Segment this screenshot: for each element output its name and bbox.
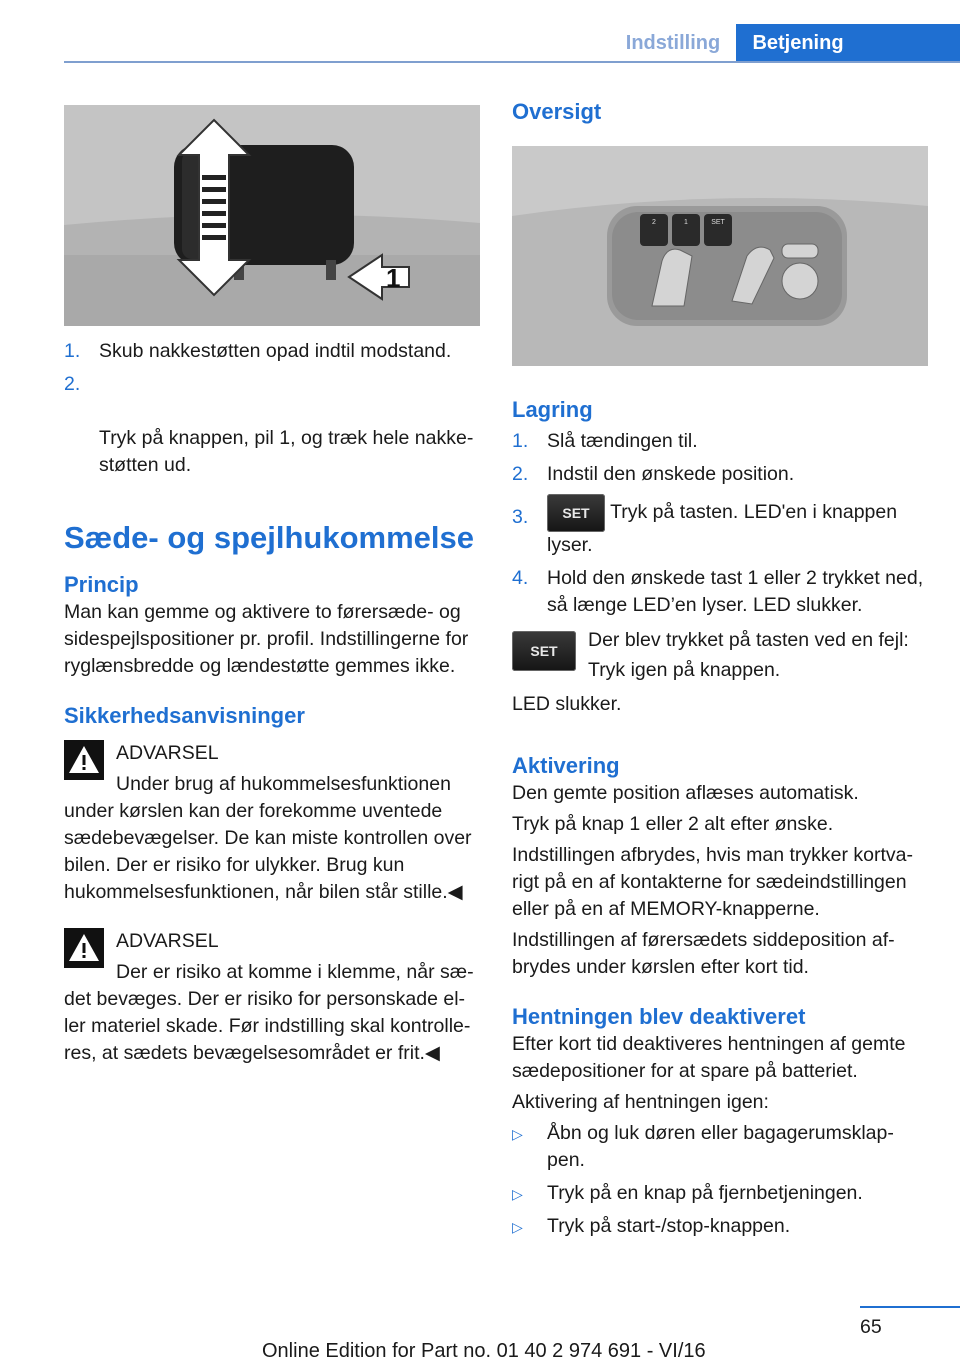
header-accent-strip xyxy=(860,24,960,62)
warning-icon xyxy=(64,740,104,780)
list-item xyxy=(512,1180,928,1207)
aktivering-paragraph: Indstillingen afbrydes, hvis man trykker kortva‐ rigt på en af kontakterne for sædeindstillingen eller på en af MEMORY-knapperne. xyxy=(512,844,913,920)
bullet-marker-icon: ▷ xyxy=(512,1186,523,1202)
reactivation-bullets xyxy=(512,1120,928,1240)
warning-label: ADVARSEL xyxy=(116,930,219,952)
list-item xyxy=(512,461,928,488)
section-title: Sæde- og spejlhukommelse xyxy=(64,520,474,555)
warning-label: ADVARSEL xyxy=(116,742,219,764)
step-number: 2. xyxy=(512,463,529,485)
list-item xyxy=(64,371,480,479)
bullet-text: Åbn og luk døren eller bagagerumsklap‐ pen. xyxy=(547,1122,894,1171)
step-text: Skub nakkestøtten opad indtil modstand. xyxy=(99,340,452,362)
memory-button-1-label: 1 xyxy=(684,219,688,226)
bullet-marker-icon: ▷ xyxy=(512,1219,523,1235)
headrest-steps xyxy=(64,338,480,479)
aktivering-paragraph: Den gemte position aflæses automatisk. xyxy=(512,782,859,804)
seat-panel-illustration xyxy=(512,146,928,366)
left-column xyxy=(64,105,480,1067)
step-number: 3. xyxy=(512,506,529,528)
aktivering-paragraph: Indstillingen af førersædets siddeposition af‐ brydes under kørslen efter kort tid. xyxy=(512,929,895,978)
right-column xyxy=(512,98,928,1246)
bullet-text: Tryk på start-/stop-knappen. xyxy=(547,1215,791,1237)
note-line-1: Der blev trykket på tasten ved en fejl: xyxy=(588,629,909,651)
hentning-paragraph: Efter kort tid deaktiveres hentningen af gemte sædepositioner for at spare på batteriet. xyxy=(512,1033,906,1082)
led-off-text: LED slukker. xyxy=(512,693,622,715)
step-text: Hold den ønskede tast 1 eller 2 trykket ned, så længe LED’en lyser. LED slukker. xyxy=(547,567,924,616)
bullet-text: Tryk på en knap på fjernbetjeningen. xyxy=(547,1182,863,1204)
note-line-2: Tryk igen på knappen. xyxy=(588,659,781,681)
step-number: 2. xyxy=(64,373,81,395)
footer-rule xyxy=(860,1306,960,1308)
oversigt-heading: Oversigt xyxy=(512,99,602,124)
set-button-label: SET xyxy=(711,219,725,226)
aktivering-heading: Aktivering xyxy=(512,753,620,778)
list-item xyxy=(512,1213,928,1240)
list-item xyxy=(64,338,480,365)
tab-betjening[interactable]: Betjening xyxy=(736,24,860,62)
figure-callout-label: 1 xyxy=(386,263,401,293)
princip-heading: Princip xyxy=(64,572,139,597)
safety-heading: Sikkerhedsanvisninger xyxy=(64,703,305,728)
list-item xyxy=(512,565,928,619)
step-text: Tryk på knappen, pil 1, og træk hele nakke‐ støtten ud. xyxy=(99,427,474,476)
warning-first-line: Der er risiko at komme i klemme, når sæ‐ xyxy=(116,961,474,983)
set-button-icon: SET xyxy=(547,494,605,532)
warning-block xyxy=(64,740,480,906)
edition-text: Online Edition for Part no. 01 40 2 974 691 - VI/16 xyxy=(262,1340,706,1362)
step-number: 4. xyxy=(512,567,529,589)
note-block xyxy=(512,627,928,685)
hentning-paragraph: Aktivering af hentningen igen: xyxy=(512,1091,769,1113)
warning-icon xyxy=(64,928,104,968)
hentning-heading: Hentningen blev deaktiveret xyxy=(512,1004,806,1029)
set-button-icon: SET xyxy=(512,631,576,671)
step-text: Slå tændingen til. xyxy=(547,430,698,452)
lagring-steps xyxy=(512,428,928,619)
warning-text: under kørslen kan der forekomme uventede sædebevægelser. De kan miste kontrollen over bilen. Der er risiko for ulykker. Brug kun hukommelsesfunktionen, når bilen står stille.◀ xyxy=(64,800,472,903)
step-text: Indstil den ønskede position. xyxy=(547,463,795,485)
princip-text: Man kan gemme og aktivere to førersæde- og sidespejlspositioner pr. profil. Indstillingerne for ryglænsbredde og lændestøtte gemmes ikke. xyxy=(64,601,469,677)
warning-text: det bevæges. Der er risiko for personskade el‐ ler materiel skade. Før indstilling skal kontrolle‐ res, at sædets bevægelsesområdet er frit.◀ xyxy=(64,988,471,1064)
step-number: 1. xyxy=(64,340,81,362)
warning-first-line: Under brug af hukommelsesfunktionen xyxy=(116,773,451,795)
page-number: 65 xyxy=(860,1316,882,1338)
step-text: Tryk på tasten. LED'en i knappen lyser. xyxy=(547,501,898,556)
lagring-heading: Lagring xyxy=(512,397,593,422)
memory-button-2-label: 2 xyxy=(652,219,656,226)
list-item xyxy=(512,494,928,559)
warning-block xyxy=(64,928,480,1067)
header-rule xyxy=(64,61,960,63)
tab-indstilling[interactable]: Indstilling xyxy=(625,32,721,54)
headrest-illustration xyxy=(64,105,480,326)
list-item xyxy=(512,1120,928,1174)
aktivering-paragraph: Tryk på knap 1 eller 2 alt efter ønske. xyxy=(512,813,834,835)
step-number: 1. xyxy=(512,430,529,452)
bullet-marker-icon: ▷ xyxy=(512,1126,523,1142)
list-item xyxy=(512,428,928,455)
